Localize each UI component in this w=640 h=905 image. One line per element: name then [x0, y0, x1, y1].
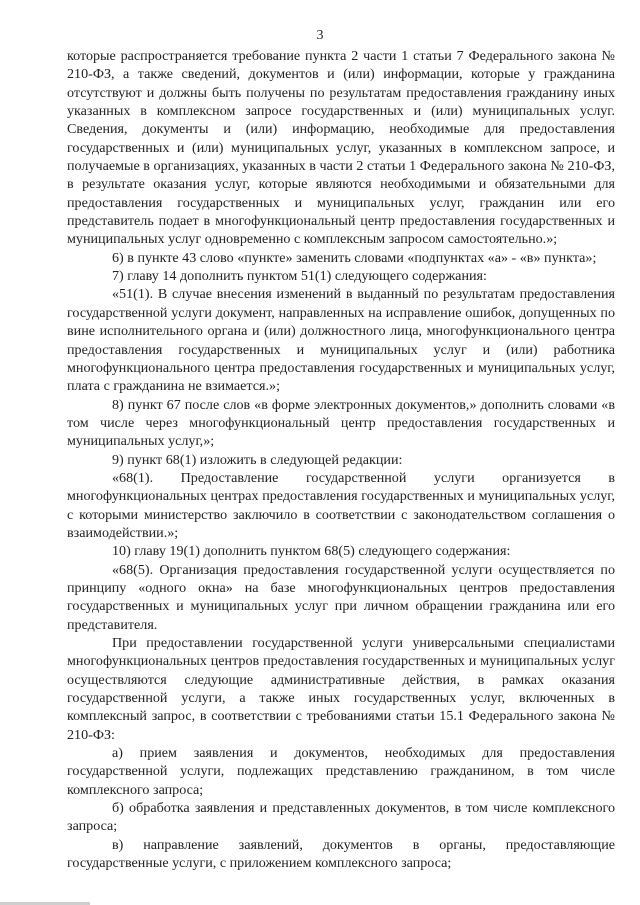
- paragraph-subitem-a: а) прием заявления и документов, необходимых для предоставления государственной услуги, подлежащих представлению гражданином, в том числе комплексного запроса;: [67, 745, 615, 798]
- paragraph-administrative-actions: При предоставлении государственной услуги универсальными специалистами многофункциональных центров предоставления государственных и муниципальных услуг осуществляются следующие административные действия, в рамках оказания государственной услуги, а также иных государственных услуг, включенных в комплексный запрос, в соответствии с требованиями статьи 15.1 Федерального закона № 210-ФЗ:: [67, 635, 615, 743]
- paragraph-item-6: 6) в пункте 43 слово «пункте» заменить словами «подпунктах «а» - «в» пункта»;: [112, 249, 597, 266]
- paragraph-subitem-v: в) направление заявлений, документов в органы, предоставляющие государственные услуги, с приложением комплексного запроса;: [67, 836, 615, 872]
- paragraph-item-8: 8) пункт 67 после слов «в форме электронных документов,» дополнить словами «в том числе через многофункциональный центр предоставления государственных и муниципальных услуг,»;: [67, 396, 615, 450]
- paragraph-item-9: 9) пункт 68(1) изложить в следующей редакции:: [112, 451, 403, 468]
- paragraph-clause-68-5: «68(5). Организация предоставления государственной услуги осуществляется по принципу «одного окна» на базе многофункциональных центров предоставления государственных и муниципальных услуг при личном обращении гражданина или его представителя.: [67, 561, 615, 633]
- page-number: 3: [316, 28, 324, 43]
- paragraph-clause-68-1: «68(1). Предоставление государственной услуги организуется в многофункциональных центрах предоставления государственных и муниципальных услуг, с которыми министерство заключило в соответствии с законодательством соглашения о взаимодействии.»;: [67, 469, 615, 541]
- paragraph-item-7: 7) главу 14 дополнить пунктом 51(1) следующего содержания:: [112, 268, 487, 285]
- paragraph-continuation: которые распространяется требование пункта 2 части 1 статьи 7 Федерального закона № 210-ФЗ, а также сведений, документов и (или) информации, которые у гражданина отсутствуют и должны быть получены по результатам предоставления гражданину иных указанных в комплексном запросе государственных и (или) муниципальных услуг. Сведения, документы и (или) информацию, необходимые для предоставления государственных и (или) муниципальных услуг, указанных в комплексном запросе, и получаемые в организациях, указанных в части 2 статьи 1 Федерального закона № 210-ФЗ, в результате оказания услуг, которые являются необходимыми и обязательными для предоставления государственных и муниципальных услуг, гражданин или его представитель подает в многофункциональный центр предоставления государственных и муниципальных услуг одновременно с комплексным запросом самостоятельно.»;: [67, 48, 615, 248]
- paragraph-item-10: 10) главу 19(1) дополнить пунктом 68(5) следующего содержания:: [112, 543, 511, 560]
- paragraph-subitem-b: б) обработка заявления и представленных документов, в том числе комплексного запроса;: [67, 800, 615, 835]
- paragraph-clause-51-1: «51(1). В случае внесения изменений в выданный по результатам предоставления государственной услуги документ, направленных на исправление ошибок, допущенных по вине исполнительного органа и (или) должностного лица, многофункционального центра предоставления государственных и муниципальных услуг и (или) работника многофункционального центра предоставления государственных и муниципальных услуг, плата с гражданина не взимается.»;: [67, 286, 615, 395]
- document-body: [67, 47, 615, 872]
